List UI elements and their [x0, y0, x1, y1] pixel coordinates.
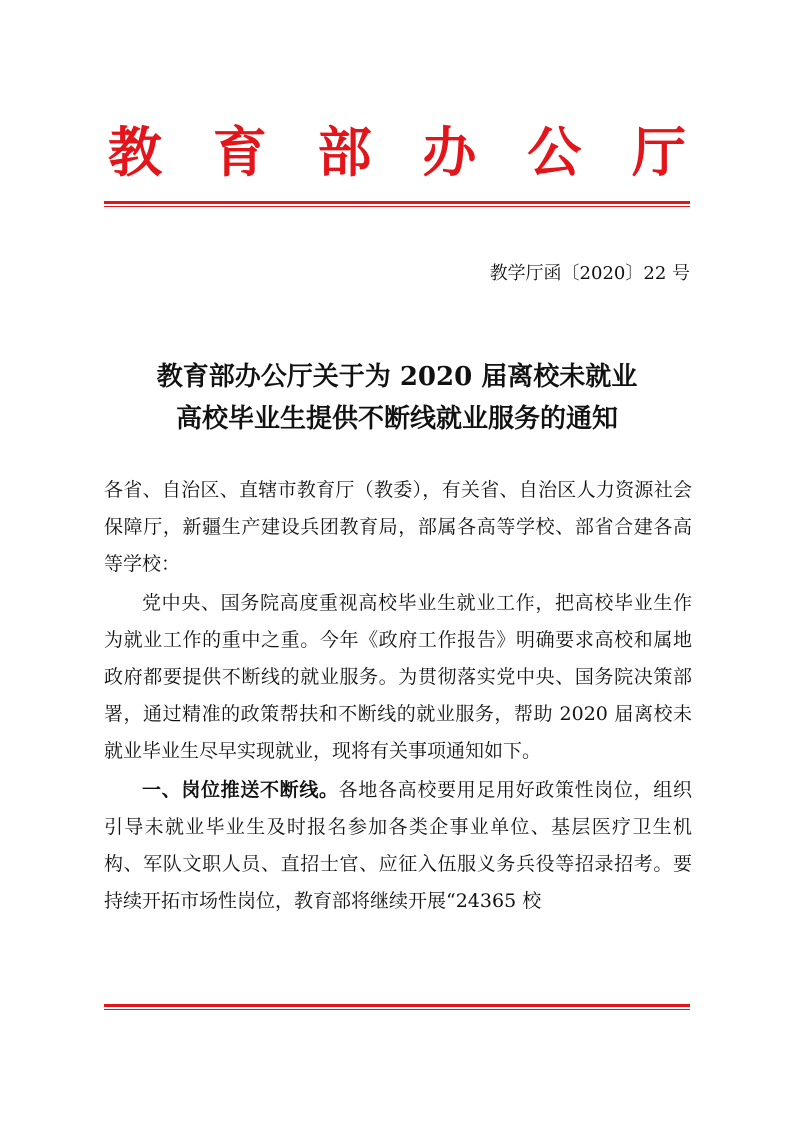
notice-title [104, 356, 690, 440]
salutation: 各省、自治区、直辖市教育厅（教委），有关省、自治区人力资源社会保障厅，新疆生产建设兵团教育局，部属各高等学校、部省合建各高等学校： [104, 479, 692, 575]
masthead-char: 公 [527, 120, 582, 184]
masthead-char: 厅 [631, 120, 686, 184]
masthead-divider-thin-line [104, 206, 690, 207]
body-paragraph [104, 772, 692, 920]
notice-title-line: 教育部办公厅关于为 2020 届离校未就业 [156, 362, 638, 392]
notice-body [104, 472, 692, 922]
section-text: 各地各高校要用足用好政策性岗位，组织引导未就业毕业生及时报名参加各类企事业单位、基层医疗卫生机构、军队文职人员、直招士官、应征入伍服义务兵役等招录招考。要持续开拓市场性岗位，教育部将继续开展“24365 校 [104, 779, 692, 912]
masthead-divider-thick-line [104, 201, 690, 204]
masthead-char: 育 [212, 120, 267, 184]
masthead-char: 部 [317, 120, 372, 184]
masthead-title [104, 116, 690, 188]
footer-divider-thin-line [104, 1009, 690, 1010]
masthead-char: 教 [108, 120, 162, 184]
masthead-char: 办 [422, 120, 477, 184]
masthead-divider [104, 201, 690, 209]
footer-divider [104, 1004, 690, 1012]
footer-divider-thick-line [104, 1004, 690, 1007]
section-heading: 一、岗位推送不断线。 [142, 779, 339, 801]
document-number: 教学厅函〔2020〕22 号 [489, 263, 690, 284]
body-paragraph: 党中央、国务院高度重视高校毕业生就业工作，把高校毕业生作为就业工作的重中之重。今年《政府工作报告》明确要求高校和属地政府都要提供不断线的就业服务。为贯彻落实党中央、国务院决策部署，通过精准的政策帮扶和不断线的就业服务，帮助 2020 届离校未就业毕业生尽早实现就业，现将有关事项通知如下。 [104, 592, 692, 762]
notice-title-line: 高校毕业生提供不断线就业服务的通知 [175, 404, 618, 434]
